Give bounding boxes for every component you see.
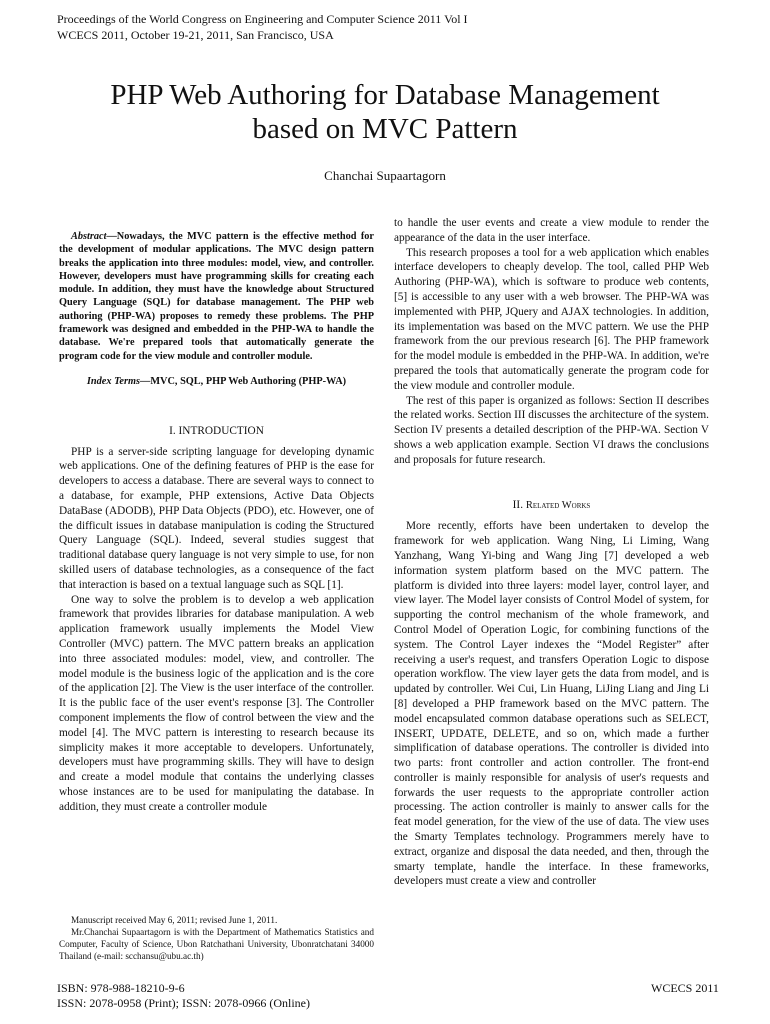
header-conference: WCECS 2011, October 19-21, 2011, San Francisco, USA — [57, 28, 334, 42]
issn-text: ISSN: 2078-0958 (Print); ISSN: 2078-0966 (Online) — [57, 996, 310, 1010]
section-1-heading: I. INTRODUCTION — [169, 424, 264, 437]
section-2-number: II. — [512, 498, 524, 511]
related-works-paragraph: More recently, efforts have been undertaken to develop the framework for web application. Wang Ning, Li Liming, Wang Yanzhang, Wang Yi-bing and Wang Jing [7] developed a web information system platform based on the MVC pattern. The platform is divided into three layers: model layer, control layer, and view layer. The Model layer consists of Control Model of system, for supporting the control mechanism of the whole framework, and Control Model of Operation Logic, for combining functions of the system. The Control Layer indexes the “Model Register” after receiving a user's request, and transfers Operation Logic to dispose operation workflow. The view layer gets the data from model, and is updated by controller. Wei Cui, Lin Huang, LiJing Liang and Jing Li [8] developed a PHP framework based on the MVC pattern. The model encapsulated common database operations such as SELECT, INSERT, UPDATE, DELETE, and so on, which made a further simplification of database operations. The controller is divided into two parts: front controller and action controller. The front-end controller is mainly responsible for analysis of user's requests and forwards the user requests to the appropriate controller action processing. The action controller is mainly to answer calls for the feat model generation, for the view of the use of data. The view uses the Smarty Templates technology. Programmers merely have to extract, organize and disposal the data needed, and then, through the smarty template, handle the interface. In these frameworks, developers must create a view and controller — [394, 520, 709, 888]
paper-title — [30, 78, 740, 146]
right-column — [394, 216, 709, 889]
footnote — [59, 914, 374, 962]
footer-conference: WCECS 2011 — [651, 981, 719, 995]
footnote-affiliation: Mr.Chanchai Supaartagorn is with the Department of Mathematics Statistics and Computer, Faculty of Science, Ubon Ratchathani University, Ubonratchatani 34000 Thailand (e-mail: scchansu@ubu.ac.th) — [59, 927, 374, 961]
intro-paragraph-5: The rest of this paper is organized as follows: Section II describes the related works. Section III discusses the architecture of the system. Section IV presents a detailed description of the PHP-WA. Section V shows a web application example. Section VI draws the conclusions and proposals for future research. — [394, 394, 709, 466]
section-2-heading — [394, 498, 709, 514]
page-footer-identifiers — [57, 981, 310, 1011]
left-column — [59, 216, 374, 814]
author-name: Chanchai Supaartagorn — [324, 168, 446, 183]
section-2-title: Related Works — [525, 499, 591, 511]
isbn-text: ISBN: 978-988-18210-9-6 — [57, 981, 185, 995]
intro-paragraph-2: One way to solve the problem is to develop a web application framework that provides libraries for database manipulation. A web application framework usually implements the Model View Controller (MVC) pattern. The MVC pattern breaks an application into three associated modules: model, view, and controller. The model module is the business logic of the application and is the core of the application [2]. The View is the user interface of the controller. It is the public face of the user event's response [3]. The Controller component implements the flow of control between the view and the model [4]. The MVC pattern is interesting to research because its simplicity makes it more acceptable to developers. Unfortunately, developers must have programming skills. They will have to design and create a model module that contains the underlying classes whose instances are to be used for manipulating the database. In addition, they must create a controller module — [59, 593, 374, 813]
intro-paragraph-1: PHP is a server-side scripting language for developing dynamic web applications. One of the defining features of PHP is the ease for developers to access a database. There are several ways to connect to a database, for example, PHP extensions, Active Data Objects DataBase (ADODB), PHP Data Objects (PDO), etc. However, one of the difficult issues in database manipulation is coding the Structured Query Language (SQL). Indeed, several studies suggest that traditional database query language is not very simple to use, for non skilled users of database technologies, as a consequence of the fact that interaction is based on a textual language such as SQL [1]. — [59, 445, 374, 591]
intro-paragraph-3: to handle the user events and create a view module to render the appearance of the data in the user interface. — [394, 217, 709, 244]
header-proceedings: Proceedings of the World Congress on Engineering and Computer Science 2011 Vol I — [57, 12, 468, 26]
title-line-2: based on MVC Pattern — [252, 113, 518, 145]
index-terms-text: —MVC, SQL, PHP Web Authoring (PHP-WA) — [140, 375, 347, 387]
abstract-text: —Nowadays, the MVC pattern is the effective method for the development of modular applications. The MVC design pattern breaks the application into three modules: model, view, and controller. However, developers must have programming skills for creating each module. In addition, they must have the knowledge about Structured Query Language (SQL) for database management. The PHP web authoring (PHP-WA) proposes to remedy these problems. The PHP framework was designed and embedded in the PHP-WA to handle the database. We're prepared tools that automatically generate the program code for the view module and controller module. — [59, 231, 374, 362]
index-terms-label: Index Terms — [86, 375, 141, 387]
title-line-1: PHP Web Authoring for Database Management — [110, 79, 660, 111]
abstract-label: Abstract — [71, 231, 107, 242]
running-header — [57, 11, 468, 43]
footnote-manuscript: Manuscript received May 6, 2011; revised June 1, 2011. — [71, 915, 278, 925]
abstract — [59, 230, 374, 363]
index-terms — [59, 375, 374, 390]
intro-paragraph-4: This research proposes a tool for a web application which enables interface developers to cheaply develop. The tool, called PHP Web Authoring (PHP-WA), which is software to produce web contents, [5] is accessible to any user with a web browser. The PHP-WA was implemented with PHP, JQuery and AJAX technologies. In addition, its implementation was based on the MVC pattern. We use the PHP framework from the our previous research [6]. The PHP framework for the model module is embedded in the PHP-WA. In addition, we're prepared the tools that automatically generate the program code for the view module and controller module. — [394, 246, 709, 392]
